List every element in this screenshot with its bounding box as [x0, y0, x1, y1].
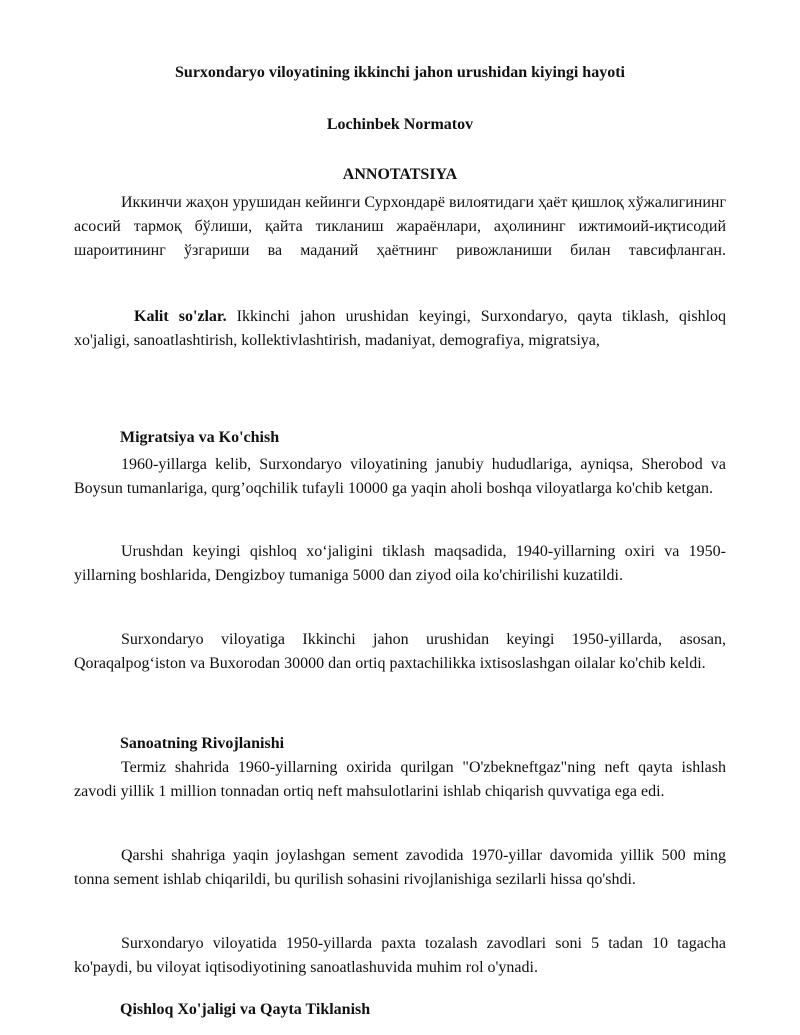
- document-title: Surxondaryo viloyatining ikkinchi jahon urushidan kiyingi hayoti: [175, 64, 625, 81]
- industry-paragraph-3: Surxondaryo viloyatida 1950-yillarda paxta tozalash zavodlari soni 5 tadan 10 tagacha ko'paydi, bu viloyat iqtisodiyotining sanoatlashuvida muhim rol o'ynadi.: [74, 935, 726, 976]
- section-heading-migration: Migratsiya va Ko'chish: [120, 429, 280, 446]
- keywords-text: Ikkinchi jahon urushidan keyingi, Surxondaryo, qayta tiklash, qishloq xo'jaligi, sanoatlashtirish, kollektivlashtirish, madaniyat, demografiya, migratsiya,: [74, 308, 727, 349]
- author-name: Lochinbek Normatov: [326, 116, 474, 133]
- migration-paragraph-1: 1960-yillarga kelib, Surxondaryo viloyatining janubiy hududlariga, ayniqsa, Sherobod va Boysun tumanlariga, qurg’oqchilik tufayli 10000 ga yaqin aholi boshqa viloyatlarga ko'chib ketgan.: [74, 456, 726, 497]
- migration-paragraph-2: Urushdan keyingi qishloq xo‘jaligini tiklash maqsadida, 1940-yillarning oxiri va 1950-yillarning boshlarida, Dengizboy tumaniga 5000 dan ziyod oila ko'chirilishi kuzatildi.: [74, 543, 726, 584]
- section-heading-industry: Sanoatning Rivojlanishi: [120, 735, 285, 752]
- industry-paragraph-1: Termiz shahrida 1960-yillarning oxirida qurilgan "O'zbekneftgaz"ning neft qayta ishlash zavodi yillik 1 million tonnadan ortiq neft mahsulotlarini ishlab chiqarish quvvatiga ega edi.: [74, 759, 726, 800]
- annotation-paragraph: Иккинчи жаҳон урушидан кейинги Сурхондарё вилоятидаги ҳаёт қишлоқ хўжалигининг асосий тармоқ бўлиши, қайта тикланиш жараёнлари, аҳолининг ижтимоий-иқтисодий шароитининг ўзгариши ва маданий ҳаётнинг ривожланиши билан тавсифланган.: [74, 194, 726, 259]
- industry-paragraph-2: Qarshi shahriga yaqin joylashgan sement zavodida 1970-yillar davomida yillik 500 ming tonna sement ishlab chiqarildi, bu qurilish sohasini rivojlanishiga sezilarli hissa qo'shdi.: [74, 847, 726, 888]
- keywords-paragraph: [74, 305, 726, 353]
- keywords-label: Kalit so'zlar.: [134, 308, 227, 325]
- annotation-heading: ANNOTATSIYA: [342, 166, 458, 183]
- section-heading-agriculture: Qishloq Xo'jaligi va Qayta Tiklanish: [120, 1001, 371, 1018]
- migration-paragraph-3: Surxondaryo viloyatiga Ikkinchi jahon urushidan keyingi 1950-yillarda, asosan, Qoraqalpog‘iston va Buxorodan 30000 dan ortiq paxtachilikka ixtisoslashgan oilalar ko'chib keldi.: [74, 631, 726, 672]
